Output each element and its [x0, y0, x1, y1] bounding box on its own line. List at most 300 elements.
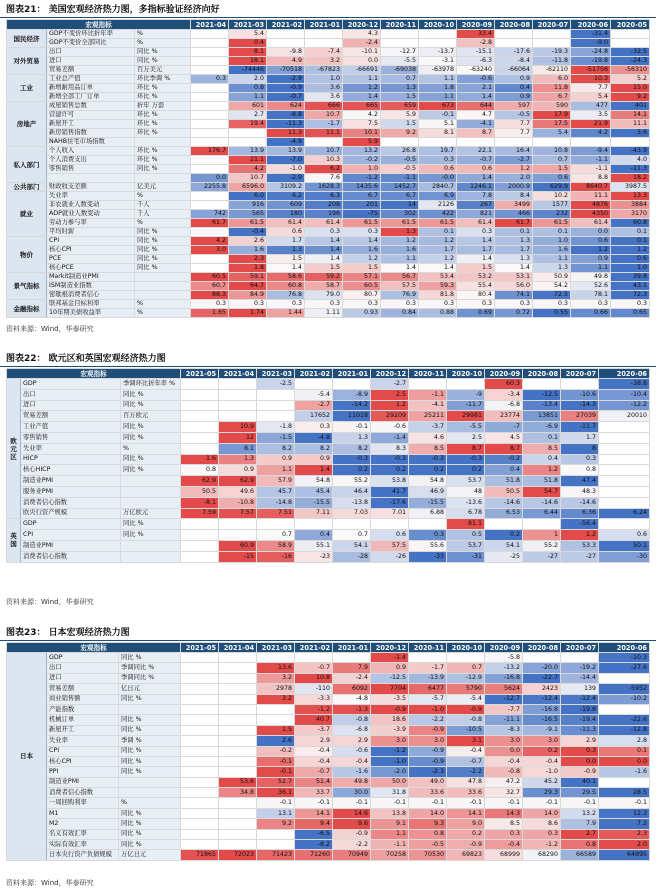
value-cell: 1.1 — [419, 75, 457, 84]
value-cell: -15.5 — [409, 497, 447, 508]
value-cell: 6.24 — [599, 508, 650, 519]
value-cell: 50.9 — [533, 273, 571, 282]
value-cell: -4.1 — [457, 120, 495, 129]
value-cell: 0.3 — [295, 422, 333, 433]
euro-uk-heatmap-table — [6, 368, 650, 563]
value-cell: 1.8 — [419, 84, 457, 93]
indicator-name: 实际有效汇率 — [47, 840, 119, 850]
value-cell: 62.9 — [181, 476, 219, 487]
value-cell: 0.7 — [447, 663, 485, 673]
value-cell: -0.5 — [495, 111, 533, 120]
header-month: 2020-06 — [599, 643, 650, 653]
value-cell: 2.5 — [371, 389, 409, 400]
value-cell: 565 — [229, 210, 267, 219]
indicator-name: M1 — [47, 808, 119, 818]
table-row — [7, 228, 650, 237]
value-cell: 1.1 — [257, 465, 295, 476]
value-cell: 49.0 — [409, 777, 447, 787]
value-cell: 20010 — [599, 411, 650, 422]
value-cell — [191, 30, 229, 39]
value-cell: 0.3 — [419, 300, 457, 309]
value-cell: 1.2 — [419, 237, 457, 246]
value-cell: 57.9 — [257, 476, 295, 487]
value-cell: 1.3 — [381, 228, 419, 237]
indicator-name: 核心CPI — [47, 246, 135, 255]
value-cell: 70258 — [371, 850, 409, 860]
table-row — [7, 84, 650, 93]
value-cell: 0.3 — [409, 530, 447, 541]
value-cell: -2.3 — [409, 767, 447, 777]
value-cell: 601 — [229, 102, 267, 111]
value-cell: -27 — [561, 551, 599, 562]
header-month: 2020-08 — [495, 20, 533, 30]
indicator-unit: 同比 % — [119, 767, 181, 777]
value-cell: -1.2 — [371, 746, 409, 756]
value-cell: 47.8 — [447, 777, 485, 787]
table-row — [7, 30, 650, 39]
value-cell: 0.84 — [381, 309, 419, 318]
value-cell: 0.2 — [333, 465, 371, 476]
value-cell: -70518 — [267, 66, 305, 75]
value-cell — [219, 725, 257, 735]
value-cell: 33.6 — [447, 788, 485, 798]
value-cell: 58.6 — [267, 273, 305, 282]
value-cell: 60.7 — [191, 282, 229, 291]
table-row — [7, 389, 650, 400]
value-cell: -0.6 — [371, 422, 409, 433]
value-cell: -14.2 — [333, 400, 371, 411]
value-cell — [229, 138, 267, 147]
value-cell: 5.1 — [419, 120, 457, 129]
indicator-unit: 千人 — [135, 201, 191, 210]
value-cell: 49.8 — [571, 273, 611, 282]
table-row — [7, 147, 650, 156]
table-row — [7, 673, 650, 683]
value-cell — [419, 39, 457, 48]
indicator-name: 进口 — [21, 400, 121, 411]
value-cell: 5.9 — [343, 138, 381, 147]
value-cell: 72023 — [219, 850, 257, 860]
figure-22-source: 资料来源：Wind，华泰研究 — [6, 598, 94, 606]
value-cell: 666 — [305, 102, 343, 111]
indicator-name: 失业率 — [47, 192, 135, 201]
header-month: 2020-07 — [533, 20, 571, 30]
value-cell — [181, 777, 219, 787]
value-cell: 0.3 — [523, 829, 561, 839]
value-cell: 17652 — [295, 411, 333, 422]
value-cell: -10.5 — [447, 725, 485, 735]
indicator-name: NAHB住宅市场指数 — [47, 138, 135, 147]
value-cell: -0.6 — [333, 746, 371, 756]
value-cell — [257, 653, 295, 663]
value-cell: 6092 — [333, 684, 371, 694]
value-cell: -1.3 — [333, 704, 371, 714]
value-cell: 41.7 — [371, 486, 409, 497]
value-cell: -1.7 — [409, 663, 447, 673]
value-cell: 48 — [447, 486, 485, 497]
table-row — [7, 120, 650, 129]
group-label: 工业 — [7, 75, 47, 102]
value-cell: 1246.1 — [457, 183, 495, 192]
header-indicator: 宏观指标 — [7, 20, 191, 30]
table-row — [7, 486, 650, 497]
value-cell: 0.6 — [371, 530, 409, 541]
value-cell: 53.2 — [457, 273, 495, 282]
figure-21-title: 图表21： 美国宏观经济热力图，多指标验证经济向好 — [6, 5, 220, 15]
value-cell: -8.8 — [267, 111, 305, 120]
value-cell: 0.7 — [257, 530, 295, 541]
table-row — [7, 255, 650, 264]
indicator-name: 出口 — [47, 48, 135, 57]
value-cell: -2.7 — [495, 156, 533, 165]
value-cell: 7.03 — [333, 508, 371, 519]
header-month: 2020-12 — [371, 369, 409, 379]
header-month: 2021-03 — [257, 643, 295, 653]
value-cell: 18.1 — [229, 57, 267, 66]
value-cell — [295, 519, 333, 530]
value-cell: 16.4 — [495, 147, 533, 156]
value-cell — [219, 756, 257, 766]
value-cell: 56.0 — [495, 282, 533, 291]
indicator-unit: % — [135, 30, 191, 39]
value-cell: 7.2 — [599, 819, 650, 829]
value-cell: -11.8 — [533, 57, 571, 66]
value-cell: 6.44 — [523, 508, 561, 519]
value-cell — [409, 653, 447, 663]
value-cell: 61.7 — [191, 219, 229, 228]
value-cell: 3884 — [611, 201, 650, 210]
value-cell — [333, 653, 371, 663]
header-month: 2020-09 — [485, 369, 523, 379]
indicator-name: 制造业PMI — [21, 540, 121, 551]
value-cell: 18.6 — [371, 715, 409, 725]
value-cell — [305, 30, 343, 39]
value-cell: 0.88 — [419, 309, 457, 318]
value-cell: 0.9 — [495, 75, 533, 84]
value-cell: 10.7 — [305, 111, 343, 120]
value-cell: 29981 — [447, 411, 485, 422]
value-cell: 1.74 — [229, 309, 267, 318]
value-cell: -74446 — [229, 66, 267, 75]
value-cell: -1.2 — [343, 174, 381, 183]
value-cell: 53.1 — [495, 273, 533, 282]
value-cell: -10.8 — [219, 497, 257, 508]
value-cell: 7.59 — [181, 508, 219, 519]
value-cell: -3.3 — [295, 694, 333, 704]
value-cell: 5.4 — [229, 30, 267, 39]
value-cell: -2.2 — [333, 840, 371, 850]
value-cell: 180 — [267, 210, 305, 219]
value-cell: 196 — [305, 210, 343, 219]
value-cell: 609 — [267, 201, 305, 210]
table-row — [7, 192, 650, 201]
indicator-name: 产能指数 — [47, 704, 119, 714]
indicator-unit — [121, 540, 181, 551]
value-cell: -0.1 — [409, 798, 447, 808]
value-cell: 0.3 — [495, 300, 533, 309]
table-row — [7, 694, 650, 704]
value-cell — [181, 808, 219, 818]
value-cell: -0.4 — [447, 746, 485, 756]
table-row — [7, 264, 650, 273]
value-cell: 7.7 — [495, 129, 533, 138]
value-cell: 11.1 — [305, 129, 343, 138]
value-cell: -13.8 — [333, 497, 371, 508]
value-cell: -12.2 — [599, 400, 650, 411]
value-cell: 54.8 — [409, 476, 447, 487]
header-month: 2020-07 — [561, 643, 599, 653]
value-cell — [599, 673, 650, 683]
value-cell: 1628.3 — [305, 183, 343, 192]
value-cell — [181, 798, 219, 808]
value-cell — [447, 379, 485, 390]
value-cell: 3.6 — [305, 93, 343, 102]
value-cell: 53.8 — [371, 476, 409, 487]
value-cell: 1.4 — [457, 93, 495, 102]
value-cell: -14.8 — [257, 497, 295, 508]
value-cell: -5.5 — [381, 57, 419, 66]
value-cell — [191, 39, 229, 48]
value-cell — [219, 808, 257, 818]
indicator-unit: 环比 % — [135, 93, 191, 102]
value-cell: 47.2 — [485, 777, 523, 787]
indicator-unit: % — [135, 39, 191, 48]
indicator-unit: % — [121, 443, 181, 454]
value-cell: 0.4 — [485, 465, 523, 476]
indicator-name: CPI — [47, 237, 135, 246]
figure-23-rule — [0, 640, 656, 641]
value-cell: 4.0 — [611, 156, 650, 165]
value-cell: 68290 — [523, 850, 561, 860]
value-cell: 8.7 — [457, 129, 495, 138]
value-cell: -0.9 — [371, 704, 409, 714]
value-cell: -3.7 — [295, 725, 333, 735]
table-row — [7, 756, 650, 766]
value-cell: -2.4 — [343, 39, 381, 48]
value-cell: 0.65 — [611, 309, 650, 318]
value-cell: -12.8 — [599, 725, 650, 735]
value-cell: -43.9 — [611, 147, 650, 156]
table-row — [7, 663, 650, 673]
value-cell: 1.5 — [257, 725, 295, 735]
value-cell: 1.2 — [381, 237, 419, 246]
group-label: 日本 — [7, 653, 47, 861]
table-row — [7, 767, 650, 777]
value-cell: 6477 — [409, 684, 447, 694]
indicator-unit: 同比 % — [121, 389, 181, 400]
value-cell — [191, 57, 229, 66]
value-cell: 659 — [381, 102, 419, 111]
header-month: 2020-11 — [381, 20, 419, 30]
value-cell: -10.6 — [561, 389, 599, 400]
value-cell: -2.9 — [267, 75, 305, 84]
table-row — [7, 400, 650, 411]
value-cell: 7.9 — [561, 819, 599, 829]
value-cell: 0.1 — [611, 237, 650, 246]
value-cell — [181, 653, 219, 663]
indicator-name: HICP — [21, 454, 121, 465]
indicator-unit: 同比 % — [121, 519, 181, 530]
value-cell: -14.6 — [561, 497, 599, 508]
value-cell: -5.8 — [485, 653, 523, 663]
value-cell: 477 — [571, 102, 611, 111]
value-cell: 0.4 — [523, 454, 561, 465]
value-cell: 0.3 — [419, 156, 457, 165]
value-cell — [181, 767, 219, 777]
value-cell: -19.4 — [561, 715, 599, 725]
value-cell: -10.1 — [343, 48, 381, 57]
value-cell: 4.2 — [191, 237, 229, 246]
table-row — [7, 183, 650, 192]
value-cell: -5.4 — [447, 694, 485, 704]
value-cell: 58.7 — [305, 282, 343, 291]
value-cell — [257, 704, 295, 714]
value-cell — [305, 138, 343, 147]
value-cell: -1.0 — [409, 704, 447, 714]
value-cell — [191, 138, 229, 147]
value-cell: -56310 — [611, 66, 650, 75]
value-cell: 1.2 — [571, 246, 611, 255]
value-cell: 0.1 — [419, 228, 457, 237]
value-cell: 1.3 — [219, 454, 257, 465]
indicator-name: 欧央行资产规模 — [21, 508, 121, 519]
value-cell: 22.1 — [457, 147, 495, 156]
value-cell: 1.2 — [371, 400, 409, 411]
value-cell: 7.7 — [495, 120, 533, 129]
value-cell: 39.8 — [611, 273, 650, 282]
value-cell — [181, 819, 219, 829]
value-cell: 10.2 — [533, 192, 571, 201]
value-cell: 1.7 — [419, 246, 457, 255]
value-cell: 2126 — [419, 201, 457, 210]
value-cell: -2.0 — [371, 767, 409, 777]
value-cell: 55.2 — [333, 476, 371, 487]
indicator-name: 非农就业人数变动 — [47, 201, 135, 210]
value-cell: 56.7 — [381, 273, 419, 282]
value-cell: 5.2 — [611, 75, 650, 84]
value-cell: 0.9 — [219, 465, 257, 476]
value-cell: 10.8 — [533, 147, 571, 156]
indicator-unit: 同比 % — [135, 255, 191, 264]
value-cell: 54.7 — [523, 486, 561, 497]
value-cell: -0.7 — [457, 156, 495, 165]
value-cell: 0.66 — [571, 309, 611, 318]
value-cell: -19.8 — [571, 57, 611, 66]
value-cell: -30 — [599, 551, 650, 562]
group-label: 国民经济 — [7, 30, 47, 48]
value-cell: 2.5 — [447, 432, 485, 443]
indicator-name: 个人消费支出 — [47, 156, 135, 165]
value-cell: 1.1 — [533, 255, 571, 264]
value-cell: 1.4 — [343, 93, 381, 102]
value-cell: 8 — [561, 443, 599, 454]
value-cell: 1.2 — [419, 255, 457, 264]
value-cell — [219, 819, 257, 829]
value-cell: -0.9 — [333, 829, 371, 839]
japan-heatmap-table — [6, 642, 650, 861]
value-cell: -13.7 — [419, 48, 457, 57]
indicator-unit: 同比 % — [135, 246, 191, 255]
value-cell: 11.1 — [611, 120, 650, 129]
value-cell — [181, 673, 219, 683]
value-cell: 34.8 — [219, 788, 257, 798]
value-cell — [523, 653, 561, 663]
header-month: 2020-07 — [561, 369, 599, 379]
value-cell: 46.4 — [333, 486, 371, 497]
figure-23-title: 图表23： 日本宏观经济热力图 — [6, 628, 130, 638]
value-cell: 8.7 — [447, 443, 485, 454]
value-cell: 1.1 — [381, 255, 419, 264]
value-cell — [181, 422, 219, 433]
value-cell: 0.6 — [533, 174, 571, 183]
value-cell: -2.8 — [457, 39, 495, 48]
value-cell: -10.3 — [599, 653, 650, 663]
value-cell: 9.2 — [257, 819, 295, 829]
value-cell: 13.9 — [229, 147, 267, 156]
value-cell: -1.1 — [571, 165, 611, 174]
value-cell: 2.1 — [457, 84, 495, 93]
value-cell — [611, 39, 650, 48]
indicator-name: 出口 — [21, 389, 121, 400]
value-cell: 0.6 — [457, 165, 495, 174]
value-cell: 1.2 — [495, 165, 533, 174]
header-month: 2021-01 — [333, 369, 371, 379]
value-cell — [219, 715, 257, 725]
value-cell: 3109.2 — [267, 183, 305, 192]
header-month: 2020-05 — [611, 20, 650, 30]
value-cell: 45.2 — [523, 777, 561, 787]
indicator-name: 营建许可 — [47, 111, 135, 120]
value-cell: -7.4 — [305, 48, 343, 57]
value-cell: -3.5 — [371, 694, 409, 704]
value-cell — [181, 694, 219, 704]
indicator-name: 10年期美债收益率 — [47, 309, 135, 318]
value-cell: -27.6 — [599, 663, 650, 673]
indicator-name: 新屋开工 — [47, 120, 135, 129]
value-cell: 84.9 — [229, 291, 267, 300]
value-cell: -1.1 — [371, 840, 409, 850]
group-label: 对外贸易 — [7, 48, 47, 75]
value-cell: 33.4 — [457, 30, 495, 39]
value-cell: -1.4 — [371, 432, 409, 443]
value-cell: 59.3 — [419, 282, 457, 291]
indicator-unit: 千人 — [135, 210, 191, 219]
table-row — [7, 715, 650, 725]
value-cell: 2.3 — [229, 255, 267, 264]
value-cell — [219, 663, 257, 673]
value-cell: 10.9 — [219, 422, 257, 433]
value-cell: 8.1 — [219, 443, 257, 454]
value-cell: 1.6 — [181, 454, 219, 465]
header-month: 2020-09 — [457, 20, 495, 30]
value-cell: 629.9 — [533, 183, 571, 192]
indicator-name: PPI — [47, 767, 119, 777]
value-cell: -0.1 — [599, 798, 650, 808]
value-cell: 139 — [561, 684, 599, 694]
value-cell: 5.4 — [571, 93, 611, 102]
header-month: 2021-03 — [257, 369, 295, 379]
value-cell: 13851 — [523, 411, 561, 422]
value-cell: -8.3 — [485, 725, 523, 735]
indicator-name: 新增耐用品订单 — [47, 84, 135, 93]
value-cell: 3.0 — [485, 736, 523, 746]
header-month: 2020-11 — [409, 369, 447, 379]
value-cell: -1.5 — [257, 432, 295, 443]
value-cell: 14.6 — [333, 808, 371, 818]
value-cell: -69038 — [381, 66, 419, 75]
value-cell: -1.8 — [257, 422, 295, 433]
value-cell: 51.8 — [523, 476, 561, 487]
